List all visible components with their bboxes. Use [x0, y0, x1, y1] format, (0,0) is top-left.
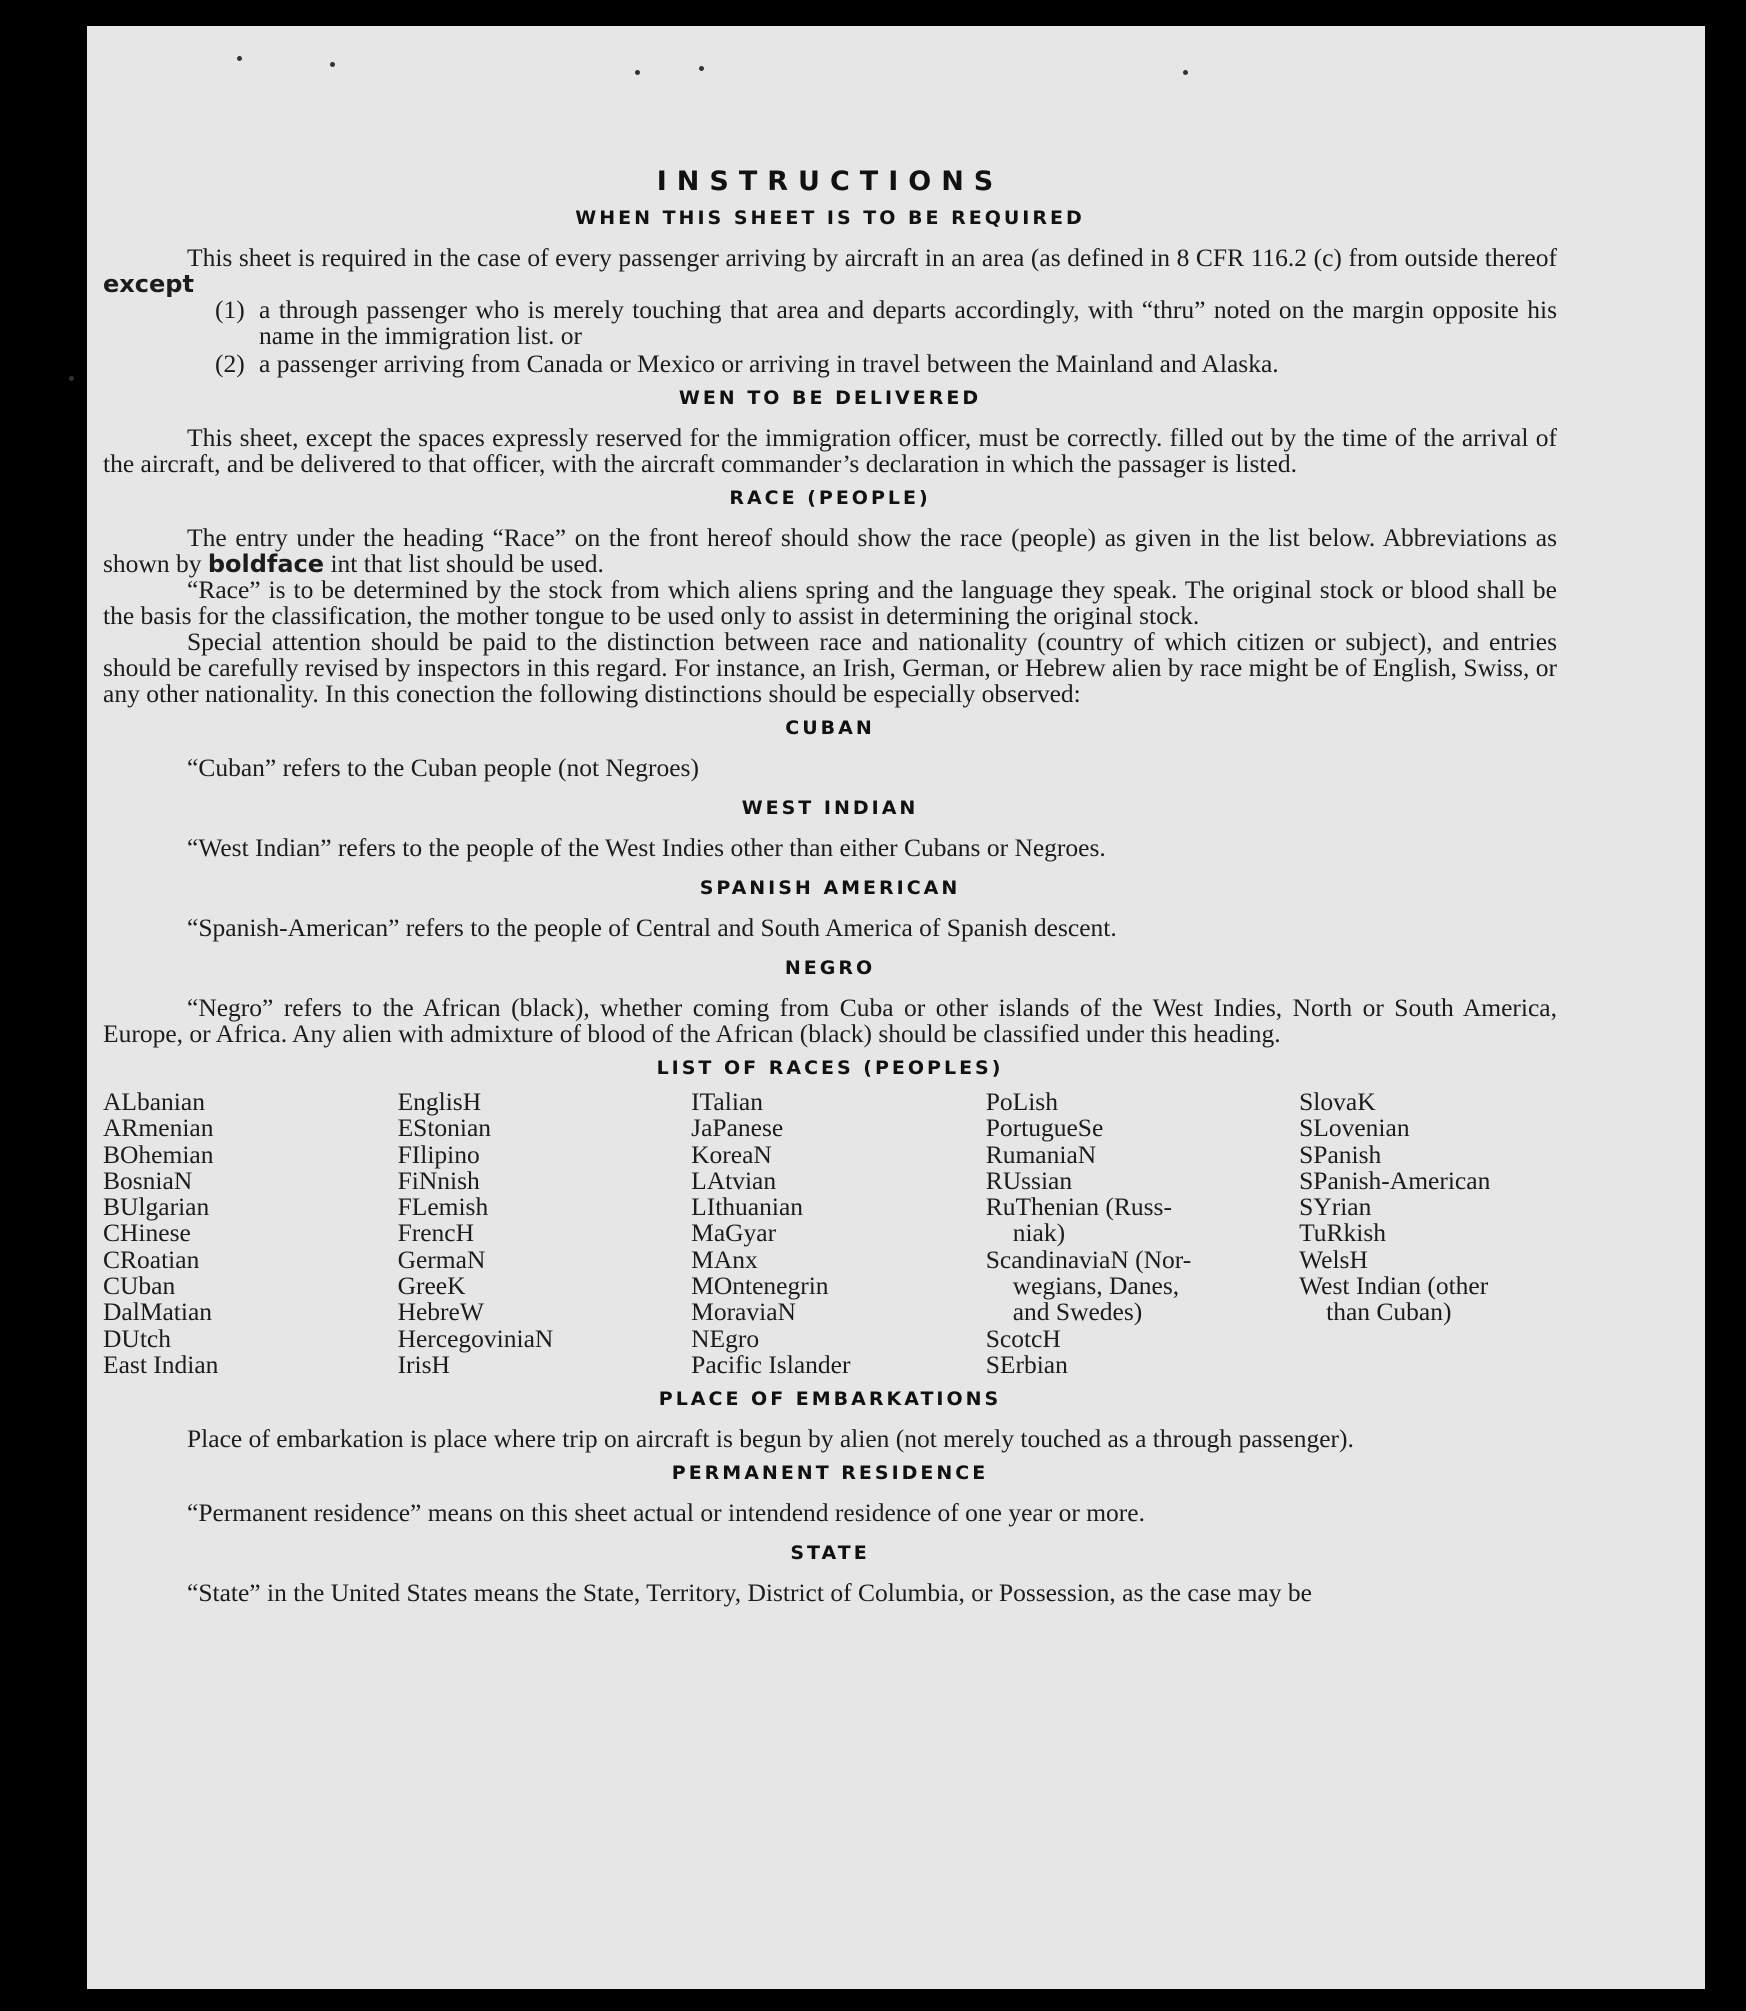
- section-heading-permanent-residence: PERMANENT RESIDENCE: [671, 1462, 989, 1485]
- race-entry: KoreaN: [691, 1139, 772, 1169]
- race-entry: SPanish: [1299, 1139, 1382, 1169]
- section-heading-state: STATE: [790, 1542, 870, 1565]
- item-number: (1): [215, 295, 245, 324]
- race-entry: FIlipino: [397, 1139, 480, 1169]
- race-entry: niak): [1012, 1218, 1066, 1248]
- section-heading-west-indian: WEST INDIAN: [741, 797, 919, 819]
- race-entry: BUlgarian: [103, 1192, 210, 1222]
- item-number: (2): [215, 349, 245, 378]
- paragraph-text: The entry under the heading “Race” on the front hereof should show the race (people) as given in the list below. Abbreviations as shown by: [103, 523, 1557, 578]
- item-text: a through passenger who is merely touching that area and departs accordingly, with “thru” noted on the margin opposite his name in the immigration list. or: [259, 295, 1557, 350]
- item-text: a passenger arriving from Canada or Mexico or arriving in travel between the Mainland and Alaska.: [259, 349, 1279, 378]
- race-entry: RUssian: [985, 1165, 1073, 1195]
- race-entry: SYrian: [1299, 1192, 1372, 1222]
- except-bold: except: [103, 270, 194, 298]
- section-heading-spanish-american: SPANISH AMERICAN: [699, 877, 961, 899]
- section-heading-list-of-races: LIST OF RACES (PEOPLES): [656, 1057, 1004, 1079]
- race-entry: EnglisH: [397, 1087, 482, 1116]
- race-entry: MoraviaN: [691, 1297, 796, 1327]
- paragraph-state: “State” in the United States means the State, Territory, District of Columbia, or Possession, as the case may be: [187, 1578, 1312, 1608]
- paragraph-embarkation: Place of embarkation is place where trip on aircraft is begun by alien (not merely touched as a through passenger).: [187, 1424, 1354, 1454]
- race-entry: TuRkish: [1299, 1218, 1387, 1248]
- page-title: INSTRUCTIONS: [656, 166, 1004, 197]
- boldface-bold: boldface: [207, 550, 325, 578]
- paragraph-west-indian: “West Indian” refers to the people of the West Indies other than either Cubans or Negroes.: [187, 833, 1106, 862]
- race-entry: GreeK: [397, 1271, 466, 1301]
- section-heading-race: RACE (PEOPLE): [729, 487, 931, 509]
- paragraph-race-1: [103, 525, 1557, 577]
- race-entry: NEgro: [691, 1323, 760, 1353]
- race-entry: Pacific Islander: [691, 1349, 851, 1379]
- race-entry: ALbanian: [103, 1087, 205, 1116]
- race-entry: ITalian: [691, 1087, 763, 1116]
- race-entry: FiNnish: [397, 1165, 480, 1195]
- race-entry: FrencH: [397, 1218, 475, 1248]
- race-entry: East Indian: [103, 1349, 219, 1379]
- race-entry: and Swedes): [1012, 1297, 1143, 1327]
- race-entry: LAtvian: [691, 1165, 777, 1195]
- races-column-4: [986, 1089, 1299, 1378]
- paragraph-when-required: [103, 245, 1557, 297]
- race-entry: MAnx: [691, 1244, 758, 1274]
- race-entry: LIthuanian: [691, 1192, 804, 1222]
- race-entry: RuThenian (Russ-: [985, 1192, 1172, 1222]
- race-entry: ScotcH: [985, 1323, 1061, 1353]
- list-item: [103, 297, 1557, 349]
- race-entry: HebreW: [397, 1297, 484, 1327]
- paragraph-race-2: “Race” is to be determined by the stock from which aliens spring and the language they speak. The original stock or blood shall be the basis for the classification, the mother tongue to be used only to assist in determining the original stock.: [103, 575, 1557, 630]
- paragraph-permanent-residence: “Permanent residence” means on this sheet actual or intendend residence of one year or more.: [187, 1498, 1145, 1528]
- race-entry: West Indian (other: [1299, 1271, 1489, 1301]
- paragraph-text: int that list should be used.: [330, 549, 604, 578]
- race-entry: BOhemian: [103, 1139, 214, 1169]
- race-entry: GermaN: [397, 1244, 486, 1274]
- races-column-1: [103, 1089, 398, 1378]
- section-heading-when-required: WHEN THIS SHEET IS TO BE REQUIRED: [575, 207, 1085, 229]
- section-heading-negro: NEGRO: [784, 957, 876, 979]
- race-entry: RumaniaN: [985, 1139, 1097, 1169]
- race-entry: JaPanese: [691, 1113, 784, 1143]
- races-column-5: [1299, 1089, 1557, 1378]
- race-entry: PoLish: [985, 1087, 1058, 1116]
- race-entry: ScandinaviaN (Nor-: [985, 1244, 1192, 1274]
- race-entry: CRoatian: [103, 1244, 200, 1274]
- paragraph-text: This sheet is required in the case of every passenger arriving by aircraft in an area (as defined in 8 CFR 116.2 (c) from outside thereof: [187, 243, 1557, 272]
- race-entry: CUban: [103, 1271, 176, 1301]
- race-entry: IrisH: [397, 1349, 450, 1379]
- race-entry: SLovenian: [1299, 1113, 1410, 1143]
- race-entry: MOntenegrin: [691, 1271, 829, 1301]
- race-entry: MaGyar: [691, 1218, 777, 1248]
- race-entry: SPanish-American: [1299, 1165, 1491, 1195]
- paragraph-spanish-american: “Spanish-American” refers to the people of Central and South America of Spanish descent.: [187, 913, 1117, 942]
- race-entry: BosniaN: [103, 1165, 193, 1195]
- race-entry: DalMatian: [103, 1297, 213, 1327]
- paragraph-race-3: Special attention should be paid to the distinction between race and nationality (country of which citizen or subject), and entries should be carefully revised by inspectors in this regard. For instance, an Irish, German, or Hebrew alien by race might be of English, Swiss, or any other nationality. In this conection the following distinctions should be especially observed:: [103, 627, 1557, 708]
- race-entry: WelsH: [1299, 1244, 1368, 1274]
- paragraph-negro: “Negro” refers to the African (black), whether coming from Cuba or other islands of the West Indies, North or South America, Europe, or Africa. Any alien with admixture of blood of the African (black) should be classified under this heading.: [103, 993, 1557, 1048]
- race-entry: SErbian: [985, 1349, 1068, 1379]
- race-entry: HercegoviniaN: [397, 1323, 554, 1353]
- paragraph-when-delivered: This sheet, except the spaces expressly reserved for the immigration officer, must be correctly. filled out by the time of the arrival of the aircraft, and be delivered to that officer, with the aircraft commander’s declaration in which the passager is listed.: [103, 423, 1557, 478]
- races-column-2: [398, 1089, 692, 1378]
- race-entry: FLemish: [397, 1192, 489, 1222]
- race-entry: EStonian: [397, 1113, 492, 1143]
- section-heading-cuban: CUBAN: [785, 717, 875, 739]
- races-list: [103, 1089, 1557, 1378]
- race-entry: ARmenian: [103, 1113, 214, 1143]
- section-heading-embarkation: PLACE OF EMBARKATIONS: [658, 1388, 1002, 1411]
- race-entry: DUtch: [103, 1323, 171, 1353]
- race-entry: than Cuban): [1326, 1297, 1452, 1327]
- document-page: [87, 26, 1705, 1989]
- paragraph-cuban: “Cuban” refers to the Cuban people (not Negroes): [187, 753, 699, 782]
- race-entry: SlovaK: [1299, 1087, 1376, 1116]
- race-entry: wegians, Danes,: [1012, 1271, 1180, 1301]
- races-column-3: [691, 1089, 986, 1378]
- section-heading-when-delivered: WEN TO BE DELIVERED: [678, 387, 982, 409]
- list-item: [103, 351, 1557, 377]
- race-entry: CHinese: [103, 1218, 191, 1248]
- race-entry: PortugueSe: [985, 1113, 1104, 1143]
